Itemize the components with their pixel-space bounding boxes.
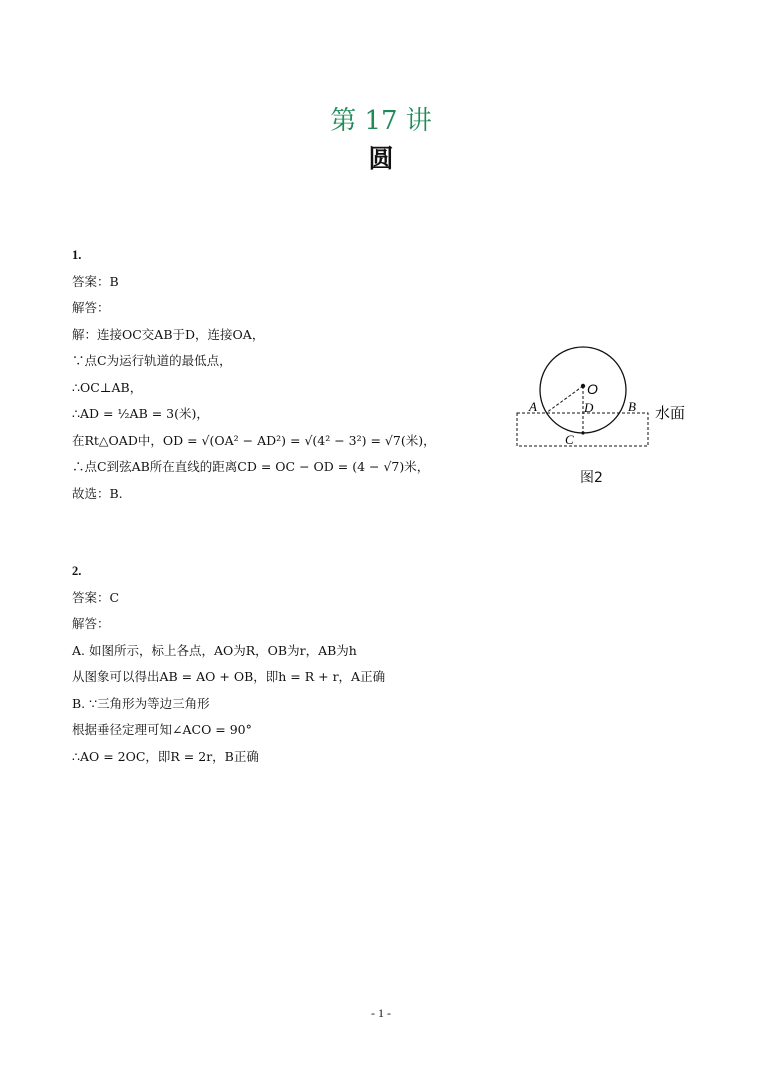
- solution-step: 解：连接OC交AB于D，连接OA，: [72, 326, 265, 342]
- answer-line: 答案：B: [72, 273, 119, 289]
- solution-conclusion: 故选：B.: [72, 485, 123, 501]
- figure-caption: 图2: [580, 470, 603, 486]
- segment-OA: [546, 386, 583, 413]
- point-C: [581, 431, 584, 434]
- solution-step: 根据垂径定理可知∠ACO = 90°: [72, 722, 252, 737]
- solution-step: 从图象可以得出AB = AO + OB，即h = R + r，A正确: [72, 669, 386, 684]
- problem-number: 2.: [72, 564, 82, 578]
- wheel-circle: [540, 347, 626, 433]
- solution-step: ∵点C为运行轨道的最低点，: [72, 353, 232, 368]
- problem-1: [72, 242, 436, 507]
- topic-title: 圆: [368, 144, 394, 173]
- solution-step: ∴OC⊥AB，: [72, 379, 143, 395]
- solution-step: 在Rt△OAD中，OD = √(OA² − AD²) = √(4² − 3²) = √7(米)，: [72, 432, 436, 448]
- answer-line: 答案：C: [72, 589, 120, 605]
- lesson-title: 第 17 讲: [330, 106, 432, 136]
- label-D: D: [584, 400, 594, 415]
- problem-number: 1.: [72, 248, 82, 262]
- solution-step: ∴AD = ½AB = 3(米)，: [72, 406, 209, 421]
- label-O: O: [587, 381, 598, 397]
- solution-step: ∴点C到弦AB所在直线的距离CD = OC − OD = (4 − √7)米，: [72, 459, 430, 474]
- label-C: C: [565, 432, 574, 447]
- solution-step: A. 如图所示，标上各点，AO为R，OB为r，AB为h: [72, 642, 357, 658]
- circle-diagram: [510, 340, 700, 490]
- solution-step: B. ∵三角形为等边三角形: [72, 695, 210, 711]
- label-B: B: [628, 399, 636, 414]
- water-label: 水面: [655, 404, 686, 422]
- problem-2: [72, 558, 385, 770]
- label-A: A: [529, 399, 537, 414]
- solution-heading: 解答：: [72, 616, 110, 631]
- page-number: - 1 -: [371, 1006, 391, 1020]
- solution-heading: 解答：: [72, 300, 110, 315]
- solution-step: ∴AO = 2OC，即R = 2r，B正确: [72, 748, 259, 764]
- center-point: [581, 384, 585, 388]
